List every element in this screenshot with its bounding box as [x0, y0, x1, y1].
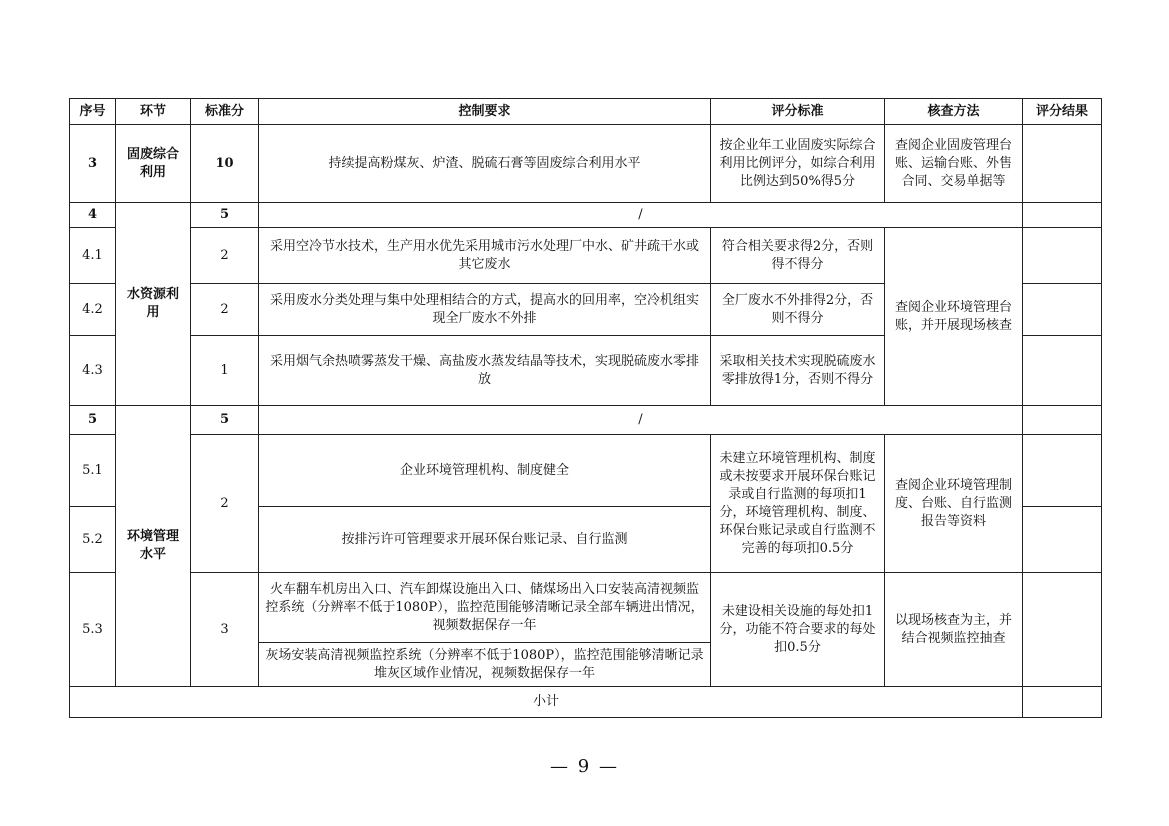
row-no: 4.1 — [70, 228, 116, 284]
row-score: 2 — [191, 284, 259, 336]
row-score: 5 — [191, 406, 259, 435]
row-method: 查阅企业环境管理台账，并开展现场核查 — [885, 228, 1023, 406]
row-result — [1023, 284, 1102, 336]
row-requirement: 灰场安装高清视频监控系统（分辨率不低于1080P），监控范围能够清晰记录堆灰区域作业情况，视频数据保存一年 — [259, 643, 711, 687]
row-score: 2 — [191, 228, 259, 284]
header-no: 序号 — [70, 99, 116, 125]
row-result — [1023, 406, 1102, 435]
row-section: 环境管理水平 — [116, 406, 191, 687]
row-no: 5.3 — [70, 573, 116, 687]
header-section: 环节 — [116, 99, 191, 125]
subtotal-result — [1023, 687, 1102, 718]
row-criteria: 未建立环境管理机构、制度或未按要求开展环保台账记录或自行监测的每项扣1分，环境管理机构、制度、环保台账记录或自行监测不完善的每项扣0.5分 — [711, 435, 885, 573]
row-no: 5 — [70, 406, 116, 435]
header-score: 标准分 — [191, 99, 259, 125]
row-no: 4.2 — [70, 284, 116, 336]
row-result — [1023, 125, 1102, 203]
row-requirement: 采用空冷节水技术，生产用水优先采用城市污水处理厂中水、矿井疏干水或其它废水 — [259, 228, 711, 284]
scoring-table — [69, 98, 1102, 718]
row-section: 固废综合利用 — [116, 125, 191, 203]
row-result — [1023, 435, 1102, 507]
row-score: 10 — [191, 125, 259, 203]
row-score: 3 — [191, 573, 259, 687]
header-method: 核查方法 — [885, 99, 1023, 125]
row-criteria: 按企业年工业固废实际综合利用比例评分，如综合利用比例达到50%得5分 — [711, 125, 885, 203]
row-criteria: 全厂废水不外排得2分，否则不得分 — [711, 284, 885, 336]
row-method: 查阅企业环境管理制度、台账、自行监测报告等资料 — [885, 435, 1023, 573]
row-score: 1 — [191, 336, 259, 406]
table-row — [70, 406, 1102, 435]
row-result — [1023, 203, 1102, 228]
row-no: 5.1 — [70, 435, 116, 507]
row-section: 水资源利用 — [116, 203, 191, 406]
row-no: 3 — [70, 125, 116, 203]
row-requirement: 企业环境管理机构、制度健全 — [259, 435, 711, 507]
table-header-row — [70, 99, 1102, 125]
page-number: — 9 — — [550, 756, 619, 777]
row-requirement: / — [259, 406, 1023, 435]
subtotal-label: 小计 — [70, 687, 1023, 718]
row-no: 4 — [70, 203, 116, 228]
header-criteria: 评分标准 — [711, 99, 885, 125]
row-requirement: 火车翻车机房出入口、汽车卸煤设施出入口、储煤场出入口安装高清视频监控系统（分辨率不低于1080P），监控范围能够清晰记录全部车辆进出情况，视频数据保存一年 — [259, 573, 711, 643]
row-requirement: 采用废水分类处理与集中处理相结合的方式，提高水的回用率，空冷机组实现全厂废水不外排 — [259, 284, 711, 336]
table-row — [70, 228, 1102, 284]
table-row — [70, 203, 1102, 228]
row-no: 4.3 — [70, 336, 116, 406]
row-requirement: / — [259, 203, 1023, 228]
row-score: 2 — [191, 435, 259, 573]
row-result — [1023, 336, 1102, 406]
table-row — [70, 435, 1102, 507]
row-result — [1023, 573, 1102, 687]
row-result — [1023, 507, 1102, 573]
row-criteria: 未建设相关设施的每处扣1分，功能不符合要求的每处扣0.5分 — [711, 573, 885, 687]
table-row — [70, 125, 1102, 203]
row-method: 以现场核查为主，并结合视频监控抽查 — [885, 573, 1023, 687]
row-criteria: 采取相关技术实现脱硫废水零排放得1分，否则不得分 — [711, 336, 885, 406]
row-requirement: 持续提高粉煤灰、炉渣、脱硫石膏等固废综合利用水平 — [259, 125, 711, 203]
row-requirement: 按排污许可管理要求开展环保台账记录、自行监测 — [259, 507, 711, 573]
subtotal-row — [70, 687, 1102, 718]
table-row — [70, 573, 1102, 643]
row-result — [1023, 228, 1102, 284]
row-score: 5 — [191, 203, 259, 228]
row-method: 查阅企业固废管理台账、运输台账、外售合同、交易单据等 — [885, 125, 1023, 203]
header-result: 评分结果 — [1023, 99, 1102, 125]
row-no: 5.2 — [70, 507, 116, 573]
row-criteria: 符合相关要求得2分，否则得不得分 — [711, 228, 885, 284]
header-requirement: 控制要求 — [259, 99, 711, 125]
row-requirement: 采用烟气余热喷雾蒸发干燥、高盐废水蒸发结晶等技术，实现脱硫废水零排放 — [259, 336, 711, 406]
